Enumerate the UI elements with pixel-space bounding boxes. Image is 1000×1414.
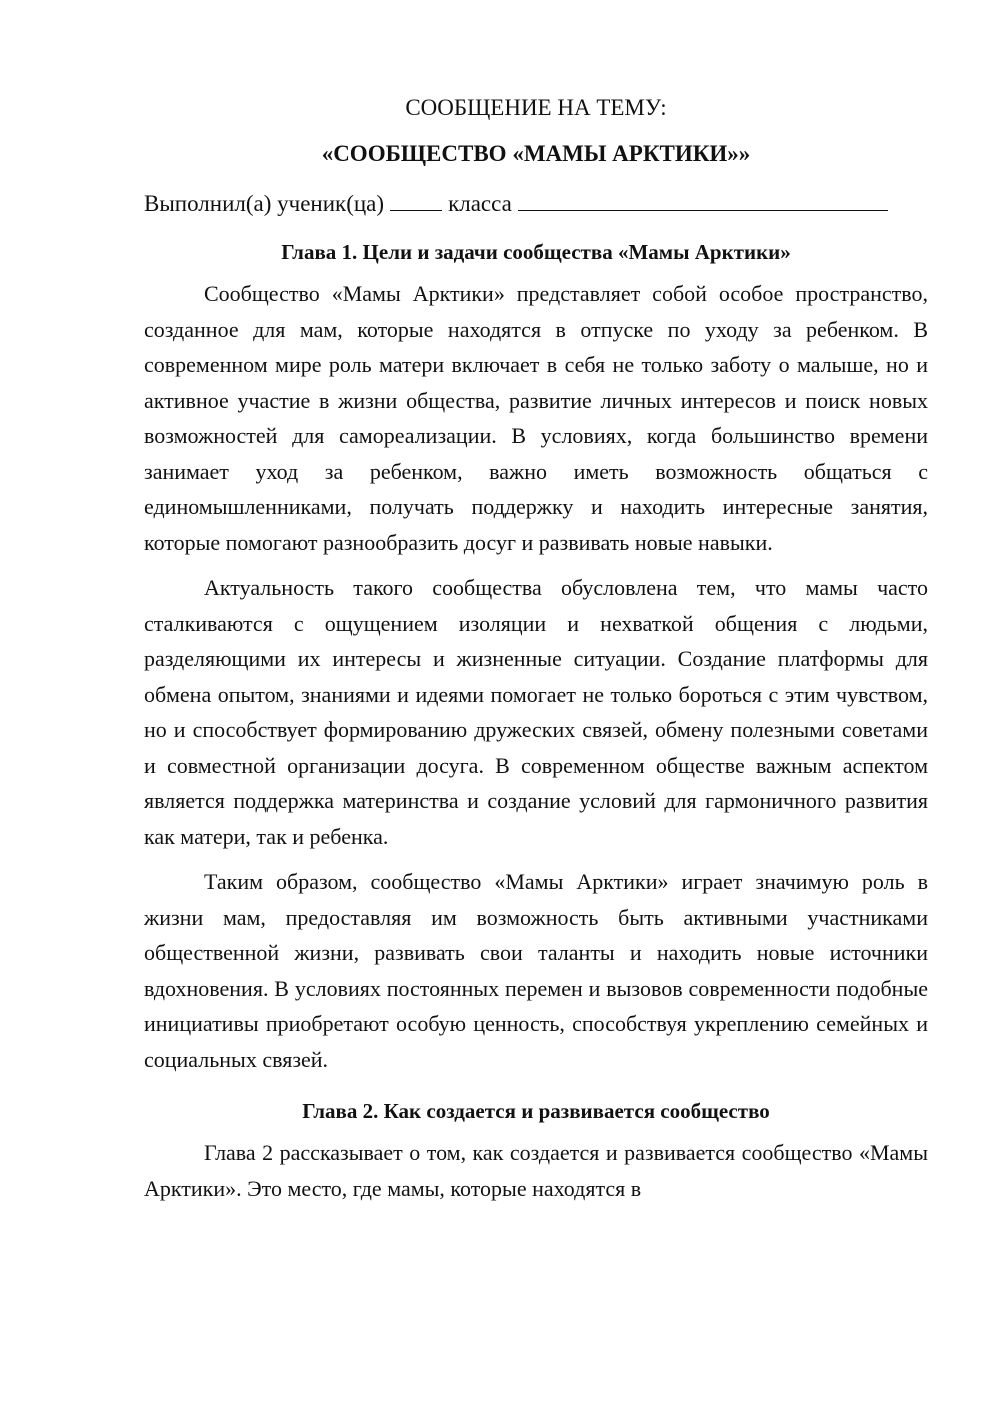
document-page [144, 92, 928, 1216]
chapter-1-paragraph-2: Актуальность такого сообщества обусловлена тем, что мамы часто сталкиваются с ощущением изоляции и нехваткой общения с людьми, разделяющими их интересы и жизненные ситуации. Создание платформы для обмена опытом, знаниями и идеями помогает не только бороться с этим чувством, но и способствует формированию дружеских связей, обмену полезными советами и совместной организации досуга. В современном обществе важным аспектом является поддержка материнства и создание условий для гармоничного развития как матери, так и ребенка. [144, 575, 928, 849]
author-label: Выполнил(а) ученик(ца) [144, 191, 385, 216]
author-line [144, 186, 928, 220]
chapter-2-paragraph-1: Глава 2 рассказывает о том, как создается и развивается сообщество «Мамы Арктики». Это место, где мамы, которые находятся в [144, 1140, 928, 1201]
author-name-blank [518, 186, 888, 211]
document-title-name: «СООБЩЕСТВО «МАМЫ АРКТИКИ»» [321, 141, 751, 166]
chapter-1-paragraph-3: Таким образом, сообщество «Мамы Арктики» играет значимую роль в жизни мам, предоставляя им возможность быть активными участниками общественной жизни, развивать свои таланты и находить новые источники вдохновения. В условиях постоянных перемен и вызовов современности подобные инициативы приобретают особую ценность, способствуя укреплению семейных и социальных связей. [144, 869, 928, 1072]
document-title-topic: СООБЩЕНИЕ НА ТЕМУ: [405, 95, 667, 120]
chapter-1-paragraph-1: Сообщество «Мамы Арктики» представляет собой особое пространство, созданное для мам, которые находятся в отпуске по уходу за ребенком. В современном мире роль матери включает в себя не только заботу о малыше, но и активное участие в жизни общества, развитие личных интересов и поиск новых возможностей для самореализации. В условиях, когда большинство времени занимает уход за ребенком, важно иметь возможность общаться с единомышленниками, получать поддержку и находить интересные занятия, которые помогают разнообразить досуг и развивать новые навыки. [144, 281, 928, 555]
class-number-blank [390, 186, 442, 211]
chapter-1 [144, 236, 928, 1077]
chapter-2 [144, 1095, 928, 1206]
chapter-2-heading: Глава 2. Как создается и развивается сообщество [302, 1099, 770, 1123]
chapter-1-heading: Глава 1. Цели и задачи сообщества «Мамы Арктики» [281, 240, 791, 264]
class-label: класса [448, 191, 512, 216]
